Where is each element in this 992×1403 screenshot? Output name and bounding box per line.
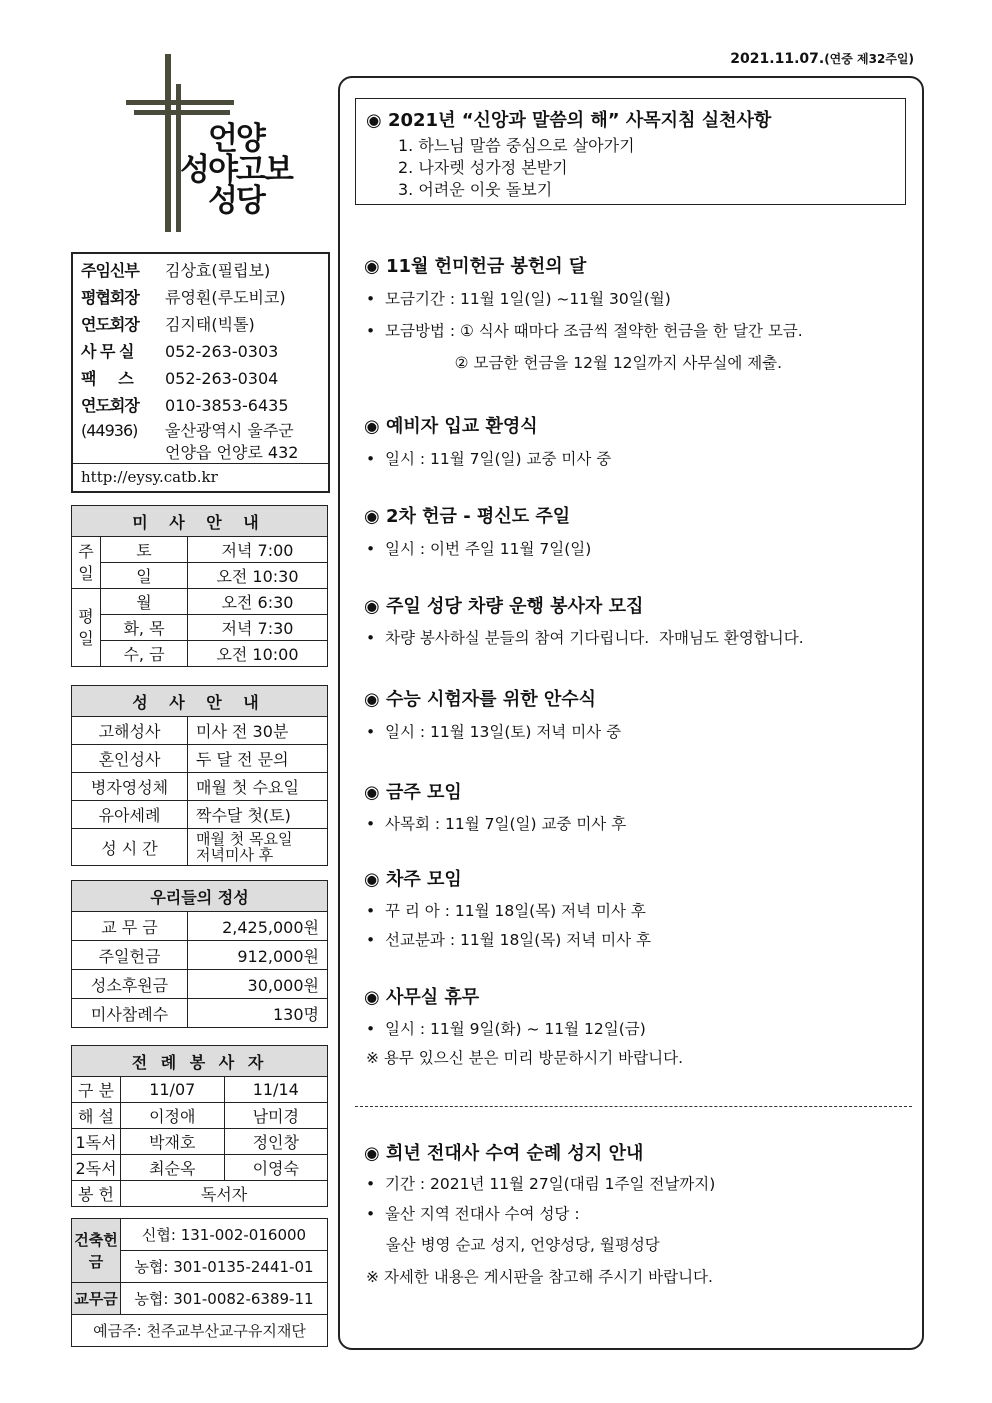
section-title: ◉ 사무실 휴무 bbox=[364, 987, 480, 1008]
section-title: ◉ 11월 헌미헌금 봉헌의 달 bbox=[364, 256, 587, 277]
church-name-logo: 언양 성야고보 성당 bbox=[180, 121, 292, 219]
offering-table: 우리들의 정성 교 무 금 2,425,000원 주일헌금 912,000원 성소후원금 30,000원 미사참례수 130명 bbox=[71, 880, 328, 1028]
section-title: ◉ 수능 시험자를 위한 안수식 bbox=[364, 689, 597, 710]
bank-accounts-table: 건축헌금 신협: 131-002-016000 농협: 301-0135-2441-01 교무금 농협: 301-0082-6389-11 예금주: 천주교부산교구유지재단 bbox=[71, 1218, 328, 1347]
divider bbox=[355, 1106, 912, 1107]
contact-info-box: 주임신부 김상효(필립보) 평협회장 류영훤(루도비코) 연도회장 김지태(빅톨) 사 무 실 052-263-0303 팩 스 052-263-0304 연도회장 010-3853-6435 (44936) 울산광역시 울주군 언양읍 언양로 432 http://eysy.catb.kr bbox=[71, 252, 330, 493]
section-title: ◉ 예비자 입교 환영식 bbox=[364, 416, 538, 437]
section-title: ◉ 희년 전대사 수여 순례 성지 안내 bbox=[364, 1143, 644, 1164]
mass-schedule-table: 미 사 안 내 주일 토 저녁 7:00 일 오전 10:30 평일 월 오전 6:30 화, 목 저녁 7:30 수, 금 오전 10:00 bbox=[71, 505, 328, 667]
liturgy-servers-table: 전 례 봉 사 자 구 분 11/07 11/14 해 설 이정애 남미경 1독서 박재호 정인창 2독서 최순옥 이영숙 봉 헌 독서자 bbox=[71, 1045, 328, 1207]
section-title: ◉ 주일 성당 차량 운행 봉사자 모집 bbox=[364, 596, 644, 617]
section-title: ◉ 2차 헌금 - 평신도 주일 bbox=[364, 506, 571, 527]
section-title: ◉ 금주 모임 bbox=[364, 782, 462, 803]
bulletin-date: 2021.11.07.(연중 제32주일) bbox=[730, 51, 914, 67]
section-title: ◉ 차주 모임 bbox=[364, 869, 462, 890]
pastoral-title: ◉ 2021년 “신앙과 말씀의 해” 사목지침 실천사항 bbox=[366, 110, 772, 131]
website-link[interactable]: http://eysy.catb.kr bbox=[81, 468, 218, 486]
sacrament-table: 성 사 안 내 고해성사 미사 전 30분 혼인성사 두 달 전 문의 병자영성체 매월 첫 수요일 유아세례 짝수달 첫(토) 성 시 간 매월 첫 목요일 저녁미사 후 bbox=[71, 685, 328, 866]
